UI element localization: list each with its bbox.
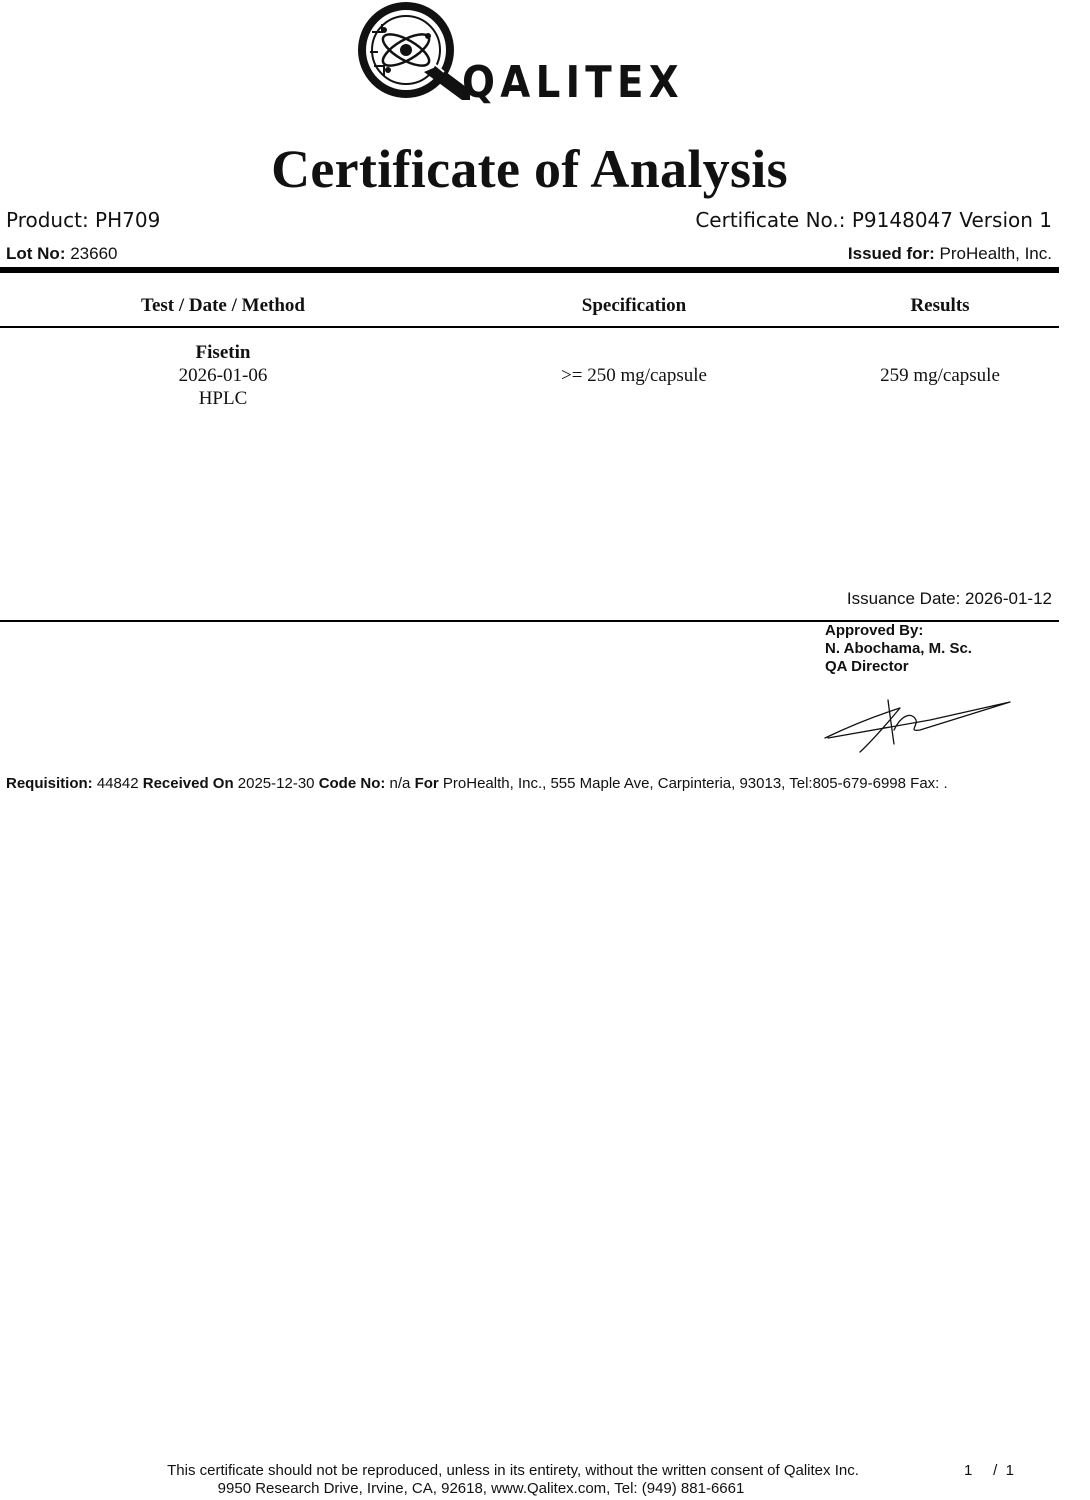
issuance-date: Issuance Date: 2026-01-12	[846, 589, 1052, 608]
page-title: Certificate of Analysis	[271, 139, 788, 199]
issued-for	[848, 244, 1052, 264]
lot-number	[6, 244, 118, 264]
logo-emblem-icon	[362, 6, 470, 100]
test-name: Fisetin	[195, 342, 251, 363]
code-label: Code No:	[318, 775, 386, 792]
for-value: ProHealth, Inc., 555 Maple Ave, Carpinteria, 93013, Tel:805-679-6998 Fax: .	[442, 775, 948, 792]
approver-role: QA Director	[825, 658, 909, 675]
specification-value: >= 250 mg/capsule	[561, 365, 707, 386]
signature-image	[820, 690, 1020, 760]
column-header-specification: Specification	[581, 295, 687, 316]
test-method: HPLC	[198, 388, 248, 409]
footer-disclaimer	[0, 1462, 1026, 1498]
product-label: Product: PH709	[6, 208, 161, 232]
approved-by-label: Approved By:	[825, 622, 924, 639]
requisition-line	[6, 775, 948, 792]
test-date: 2026-01-06	[178, 365, 268, 386]
header-divider	[0, 267, 1059, 273]
certificate-number: Certificate No.: P9148047 Version 1	[695, 208, 1052, 232]
column-header-results: Results	[910, 295, 970, 316]
requisition-value: 44842	[96, 775, 139, 792]
issued-for-label: Issued for:	[847, 244, 935, 263]
for-label: For	[414, 775, 439, 792]
footer-line-2: 9950 Research Drive, Irvine, CA, 92618, www.Qalitex.com, Tel: (949) 881-6661	[217, 1480, 745, 1497]
approver-name: N. Abochama, M. Sc.	[825, 640, 972, 657]
logo-wordmark: QALITEX	[462, 57, 684, 108]
table-header-divider	[0, 326, 1059, 328]
approval-block	[825, 622, 972, 676]
received-label: Received On	[142, 775, 234, 792]
footer-line-1: This certificate should not be reproduced, unless in its entirety, without the written consent of Qalitex Inc.	[167, 1462, 859, 1479]
qalitex-logo	[358, 2, 688, 108]
issued-for-value: ProHealth, Inc.	[939, 244, 1052, 263]
received-value: 2025-12-30	[237, 775, 315, 792]
page-number: 1 / 1	[964, 1462, 1015, 1479]
code-value: n/a	[389, 775, 411, 792]
result-value: 259 mg/capsule	[880, 365, 1000, 386]
lot-label: Lot No:	[6, 244, 66, 263]
lot-value: 23660	[70, 244, 118, 263]
column-header-test: Test / Date / Method	[141, 295, 305, 316]
requisition-label: Requisition:	[6, 775, 93, 792]
